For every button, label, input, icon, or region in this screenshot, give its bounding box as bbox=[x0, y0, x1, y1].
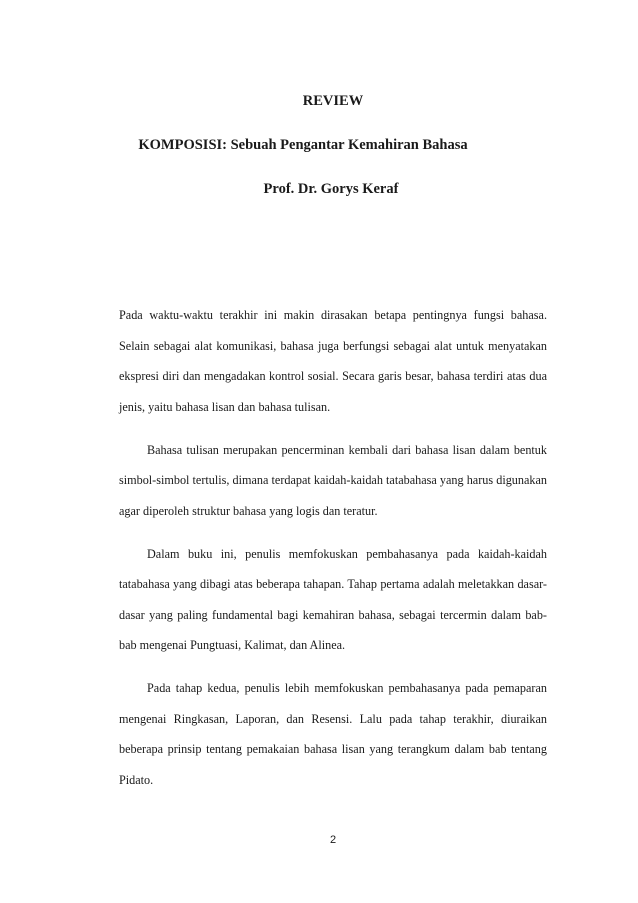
book-author: Prof. Dr. Gorys Keraf bbox=[263, 181, 399, 197]
paragraph-3: Dalam buku ini, penulis memfokuskan pembahasanya pada kaidah-kaidah tatabahasa yang dibagi atas beberapa tahapan. Tahap pertama adalah meletakkan dasar-dasar yang paling fundamental bagi kemahiran bahasa, sebagai tercermin dalam bab-bab mengenai Pungtuasi, Kalimat, dan Alinea. bbox=[119, 546, 547, 652]
paragraph-4: Pada tahap kedua, penulis lebih memfokuskan pembahasanya pada pemaparan mengenai Ringkasan, Laporan, dan Resensi. Lalu pada tahap terakhir, diuraikan beberapa prinsip tentang pemakaian bahasa lisan yang terangkum dalam bab tentang Pidato. bbox=[119, 681, 547, 787]
heading-review: REVIEW bbox=[302, 93, 364, 109]
paragraph-1: Pada waktu-waktu terakhir ini makin dirasakan betapa pentingnya fungsi bahasa. Selain sebagai alat komunikasi, bahasa juga berfungsi sebagai alat untuk menyatakan ekspresi diri dan mengadakan kontrol sosial. Secara garis besar, bahasa terdiri atas dua jenis, yaitu bahasa lisan dan bahasa tulisan. bbox=[119, 308, 547, 414]
paragraph-2: Bahasa tulisan merupakan pencerminan kembali dari bahasa lisan dalam bentuk simbol-simbol tertulis, dimana terdapat kaidah-kaidah tatabahasa yang harus digunakan agar diperoleh struktur bahasa yang logis dan teratur. bbox=[119, 442, 547, 518]
book-title: KOMPOSISI: Sebuah Pengantar Kemahiran Bahasa bbox=[138, 137, 468, 153]
page-number-text: 2 bbox=[329, 834, 337, 846]
page-number bbox=[0, 834, 638, 846]
review-body bbox=[119, 300, 547, 808]
